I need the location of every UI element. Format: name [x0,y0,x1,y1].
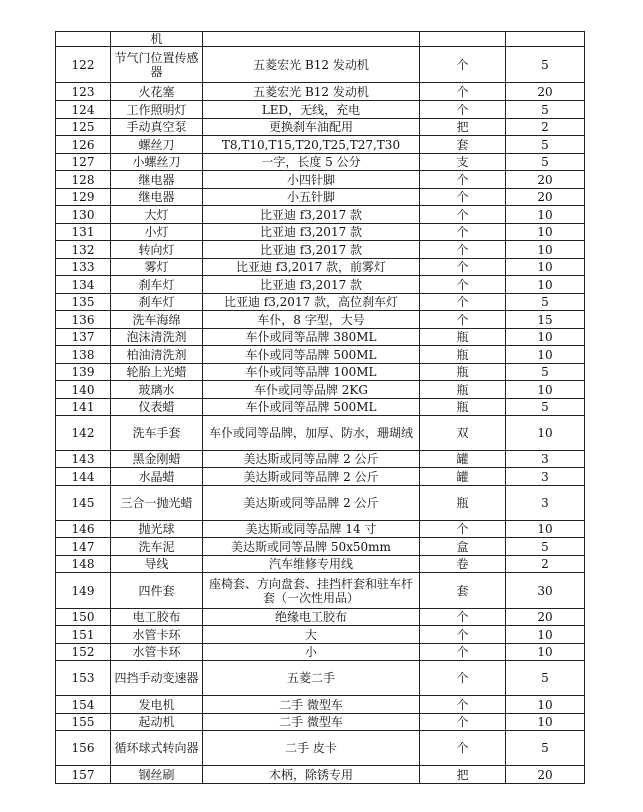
table-row [56,451,585,468]
item-quantity-cell: 10 [506,521,585,538]
item-unit-cell: 个 [420,83,506,101]
item-number-cell: 124 [56,101,111,119]
item-quantity-cell: 2 [506,556,585,573]
table-row [56,119,585,136]
item-number-cell: 123 [56,83,111,101]
item-unit-cell: 个 [420,521,506,538]
item-name-cell: 刹车灯 [111,276,203,294]
item-quantity-cell: 5 [506,364,585,381]
item-number-cell: 152 [56,644,111,661]
item-quantity-cell: 10 [506,714,585,731]
item-number-cell: 140 [56,381,111,399]
item-quantity-cell: 15 [506,311,585,329]
item-unit-cell: 个 [420,224,506,241]
item-unit-cell: 个 [420,241,506,259]
table-row [56,644,585,661]
table-row [56,521,585,538]
item-quantity-cell: 10 [506,206,585,224]
item-quantity-cell: 5 [506,661,585,696]
item-quantity-cell: 2 [506,119,585,136]
table-row [56,154,585,171]
item-number-cell: 130 [56,206,111,224]
item-number-cell: 154 [56,696,111,714]
item-name-cell: 刹车灯 [111,294,203,311]
table-row [56,731,585,766]
item-number-cell: 143 [56,451,111,468]
item-number-cell: 141 [56,399,111,416]
table-row [56,538,585,556]
item-number-cell: 145 [56,486,111,521]
item-unit-cell: 双 [420,416,506,451]
item-number-cell [56,32,111,47]
item-quantity-cell: 10 [506,381,585,399]
item-name-cell: 黑金刚蜡 [111,451,203,468]
item-unit-cell: 瓶 [420,329,506,346]
item-name-cell: 雾灯 [111,259,203,276]
table-row [56,311,585,329]
item-number-cell: 147 [56,538,111,556]
item-name-cell: 大灯 [111,206,203,224]
item-unit-cell: 个 [420,259,506,276]
table-row [56,171,585,189]
item-name-cell: 小螺丝刀 [111,154,203,171]
table-row [56,556,585,573]
item-name-cell: 抛光球 [111,521,203,538]
item-name-cell: 四件套 [111,573,203,609]
item-name-cell: 洗车手套 [111,416,203,451]
item-name-cell: 手动真空泵 [111,119,203,136]
item-number-cell: 129 [56,189,111,206]
item-number-cell: 135 [56,294,111,311]
item-unit-cell: 个 [420,661,506,696]
table-row [56,766,585,784]
item-spec-cell: 更换刹车油配用 [203,119,420,136]
table-row [56,47,585,83]
item-number-cell: 156 [56,731,111,766]
table-row [56,294,585,311]
item-spec-cell: 一字，长度 5 公分 [203,154,420,171]
item-name-cell: 仪表蜡 [111,399,203,416]
item-number-cell: 139 [56,364,111,381]
table-row [56,468,585,486]
item-number-cell: 150 [56,609,111,626]
item-spec-cell: 座椅套、方向盘套、挂挡杆套和驻车杆套（一次性用品） [203,573,420,609]
item-number-cell: 127 [56,154,111,171]
item-spec-cell: 比亚迪 f3,2017 款，高位刹车灯 [203,294,420,311]
item-quantity-cell: 20 [506,609,585,626]
item-number-cell: 144 [56,468,111,486]
item-spec-cell: 小 [203,644,420,661]
item-spec-cell: 车仆，8 字型，大号 [203,311,420,329]
item-name-cell: 继电器 [111,171,203,189]
item-unit-cell: 个 [420,189,506,206]
item-name-cell: 洗车泥 [111,538,203,556]
item-spec-cell: 小四针脚 [203,171,420,189]
item-spec-cell: 美达斯或同等品牌 14 寸 [203,521,420,538]
item-quantity-cell: 10 [506,626,585,644]
item-spec-cell: 比亚迪 f3,2017 款，前雾灯 [203,259,420,276]
table-row [56,276,585,294]
item-quantity-cell: 10 [506,259,585,276]
item-spec-cell: LED，无线，充电 [203,101,420,119]
item-unit-cell: 个 [420,276,506,294]
item-number-cell: 138 [56,346,111,364]
item-unit-cell: 个 [420,609,506,626]
item-quantity-cell: 10 [506,276,585,294]
item-name-cell: 水管卡环 [111,626,203,644]
item-unit-cell: 个 [420,47,506,83]
table-row [56,32,585,47]
table-row [56,346,585,364]
item-quantity-cell: 5 [506,101,585,119]
item-quantity-cell: 5 [506,136,585,154]
item-spec-cell: 美达斯或同等品牌 50x50mm [203,538,420,556]
item-spec-cell: 美达斯或同等品牌 2 公斤 [203,486,420,521]
item-unit-cell: 套 [420,136,506,154]
item-spec-cell: T8,T10,T15,T20,T25,T27,T30 [203,136,420,154]
item-unit-cell: 套 [420,573,506,609]
item-name-cell: 四挡手动变速器 [111,661,203,696]
item-quantity-cell: 5 [506,154,585,171]
table-row [56,364,585,381]
table-row [56,486,585,521]
item-quantity-cell: 10 [506,696,585,714]
item-unit-cell: 个 [420,626,506,644]
table-row [56,83,585,101]
item-name-cell: 轮胎上光蜡 [111,364,203,381]
item-unit-cell: 个 [420,206,506,224]
item-quantity-cell: 30 [506,573,585,609]
item-unit-cell: 盒 [420,538,506,556]
item-quantity-cell: 5 [506,731,585,766]
item-number-cell: 128 [56,171,111,189]
item-unit-cell: 瓶 [420,346,506,364]
item-unit-cell: 个 [420,171,506,189]
table-row [56,259,585,276]
item-quantity-cell: 5 [506,47,585,83]
item-spec-cell: 大 [203,626,420,644]
item-number-cell: 149 [56,573,111,609]
item-number-cell: 153 [56,661,111,696]
item-spec-cell: 美达斯或同等品牌 2 公斤 [203,468,420,486]
table-row [56,189,585,206]
table-row [56,224,585,241]
item-spec-cell: 比亚迪 f3,2017 款 [203,276,420,294]
table-row [56,609,585,626]
item-number-cell: 132 [56,241,111,259]
item-name-cell: 三合一抛光蜡 [111,486,203,521]
table-row [56,714,585,731]
item-spec-cell [203,32,420,47]
item-number-cell: 137 [56,329,111,346]
item-spec-cell: 二手 微型车 [203,696,420,714]
item-unit-cell: 支 [420,154,506,171]
item-name-cell: 柏油清洗剂 [111,346,203,364]
item-number-cell: 134 [56,276,111,294]
item-unit-cell [420,32,506,47]
table-row [56,381,585,399]
table-row [56,101,585,119]
item-unit-cell: 卷 [420,556,506,573]
item-spec-cell: 绝缘电工胶布 [203,609,420,626]
item-spec-cell: 车仆或同等品牌 100ML [203,364,420,381]
item-unit-cell: 瓶 [420,364,506,381]
item-name-cell: 工作照明灯 [111,101,203,119]
item-name-cell: 节气门位置传感器 [111,47,203,83]
item-name-cell: 水晶蜡 [111,468,203,486]
table-body [56,32,585,784]
item-unit-cell: 瓶 [420,399,506,416]
item-quantity-cell: 10 [506,416,585,451]
item-number-cell: 131 [56,224,111,241]
equipment-list-table [55,31,585,784]
item-quantity-cell: 20 [506,766,585,784]
table-row [56,136,585,154]
item-spec-cell: 车仆或同等品牌 500ML [203,346,420,364]
item-unit-cell: 瓶 [420,381,506,399]
item-name-cell: 导线 [111,556,203,573]
item-unit-cell: 个 [420,644,506,661]
item-name-cell: 钢丝刷 [111,766,203,784]
item-name-cell: 玻璃水 [111,381,203,399]
item-unit-cell: 个 [420,714,506,731]
item-spec-cell: 美达斯或同等品牌 2 公斤 [203,451,420,468]
item-spec-cell: 汽车维修专用线 [203,556,420,573]
item-spec-cell: 车仆或同等品牌 500ML [203,399,420,416]
table-row [56,661,585,696]
item-name-cell: 火花塞 [111,83,203,101]
item-quantity-cell: 3 [506,486,585,521]
item-spec-cell: 小五针脚 [203,189,420,206]
item-number-cell: 125 [56,119,111,136]
item-unit-cell: 瓶 [420,486,506,521]
item-number-cell: 148 [56,556,111,573]
item-number-cell: 142 [56,416,111,451]
table-row [56,329,585,346]
item-name-cell: 转向灯 [111,241,203,259]
item-unit-cell: 把 [420,119,506,136]
item-number-cell: 133 [56,259,111,276]
table-row [56,696,585,714]
table-row [56,241,585,259]
item-unit-cell: 个 [420,294,506,311]
item-spec-cell: 二手 微型车 [203,714,420,731]
item-unit-cell: 个 [420,101,506,119]
item-number-cell: 122 [56,47,111,83]
item-quantity-cell: 20 [506,171,585,189]
item-number-cell: 146 [56,521,111,538]
item-spec-cell: 比亚迪 f3,2017 款 [203,241,420,259]
item-quantity-cell: 5 [506,399,585,416]
item-number-cell: 126 [56,136,111,154]
item-unit-cell: 个 [420,696,506,714]
item-spec-cell: 二手 皮卡 [203,731,420,766]
item-name-cell: 小灯 [111,224,203,241]
item-name-cell: 泡沫清洗剂 [111,329,203,346]
item-spec-cell: 木柄，除锈专用 [203,766,420,784]
item-number-cell: 136 [56,311,111,329]
item-spec-cell: 五菱宏光 B12 发动机 [203,83,420,101]
item-name-cell: 洗车海绵 [111,311,203,329]
item-name-cell: 螺丝刀 [111,136,203,154]
item-quantity-cell: 10 [506,224,585,241]
table-row [56,573,585,609]
table-row [56,206,585,224]
item-quantity-cell: 10 [506,329,585,346]
item-spec-cell: 比亚迪 f3,2017 款 [203,206,420,224]
item-spec-cell: 车仆或同等品牌，加厚、防水，珊瑚绒 [203,416,420,451]
item-unit-cell: 罐 [420,451,506,468]
table-row [56,399,585,416]
table-row [56,416,585,451]
item-number-cell: 157 [56,766,111,784]
item-name-cell: 水管卡环 [111,644,203,661]
item-unit-cell: 个 [420,311,506,329]
item-spec-cell: 车仆或同等品牌 380ML [203,329,420,346]
item-name-cell: 起动机 [111,714,203,731]
item-quantity-cell: 5 [506,294,585,311]
item-spec-cell: 车仆或同等品牌 2KG [203,381,420,399]
item-quantity-cell [506,32,585,47]
item-unit-cell: 个 [420,731,506,766]
item-quantity-cell: 5 [506,538,585,556]
item-spec-cell: 五菱二手 [203,661,420,696]
item-quantity-cell: 20 [506,189,585,206]
item-unit-cell: 罐 [420,468,506,486]
item-spec-cell: 五菱宏光 B12 发动机 [203,47,420,83]
item-name-cell: 电工胶布 [111,609,203,626]
table-row [56,626,585,644]
item-spec-cell: 比亚迪 f3,2017 款 [203,224,420,241]
item-number-cell: 155 [56,714,111,731]
item-number-cell: 151 [56,626,111,644]
item-unit-cell: 把 [420,766,506,784]
item-name-cell: 发电机 [111,696,203,714]
item-quantity-cell: 3 [506,468,585,486]
item-quantity-cell: 10 [506,644,585,661]
item-name-cell: 循环球式转向器 [111,731,203,766]
item-quantity-cell: 20 [506,83,585,101]
item-name-cell: 继电器 [111,189,203,206]
item-name-cell: 机 [111,32,203,47]
item-quantity-cell: 3 [506,451,585,468]
item-quantity-cell: 10 [506,241,585,259]
item-quantity-cell: 10 [506,346,585,364]
